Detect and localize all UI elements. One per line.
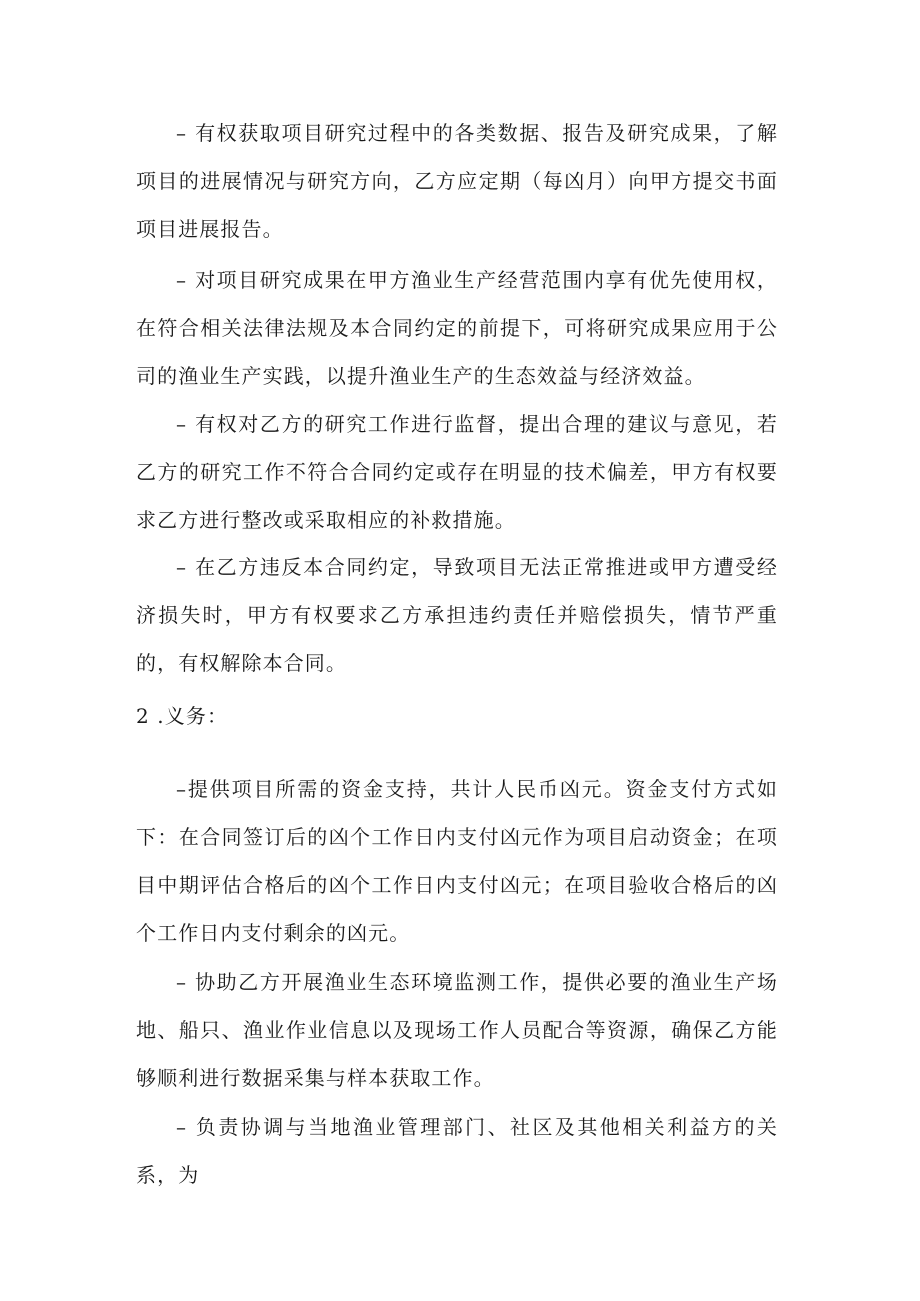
paragraph-coordination-obligation: – 负责协调与当地渔业管理部门、社区及其他相关利益方的关系，为	[136, 1115, 778, 1187]
paragraph-funding-obligation: –提供项目所需的资金支持，共计人民币凶元。资金支付方式如下：在合同签订后的凶个工作日内支付凶元作为项目启动资金；在项目中期评估合格后的凶个工作日内支付凶元；在项目验收合格后的凶个工作日内支付剩余的凶元。	[136, 777, 778, 945]
paragraph-monitoring-assistance: – 协助乙方开展渔业生态环境监测工作，提供必要的渔业生产场地、船只、渔业作业信息以及现场工作人员配合等资源，确保乙方能够顺利进行数据采集与样本获取工作。	[136, 970, 778, 1090]
paragraph-data-access-right: – 有权获取项目研究过程中的各类数据、报告及研究成果，了解项目的进展情况与研究方向，乙方应定期（每凶月）向甲方提交书面项目进展报告。	[136, 121, 778, 241]
paragraph-priority-use-right: – 对项目研究成果在甲方渔业生产经营范围内享有优先使用权，在符合相关法律法规及本合同约定的前提下，可将研究成果应用于公司的渔业生产实践，以提升渔业生产的生态效益与经济效益。	[136, 268, 778, 388]
paragraph-supervision-right: – 有权对乙方的研究工作进行监督，提出合理的建议与意见，若乙方的研究工作不符合合同约定或存在明显的技术偏差，甲方有权要求乙方进行整改或采取相应的补救措施。	[136, 412, 778, 532]
section-heading-obligations: 2 .义务：	[136, 704, 229, 728]
paragraph-breach-right: – 在乙方违反本合同约定，导致项目无法正常推进或甲方遭受经济损失时，甲方有权要求乙方承担违约责任并赔偿损失，情节严重的，有权解除本合同。	[136, 555, 778, 675]
